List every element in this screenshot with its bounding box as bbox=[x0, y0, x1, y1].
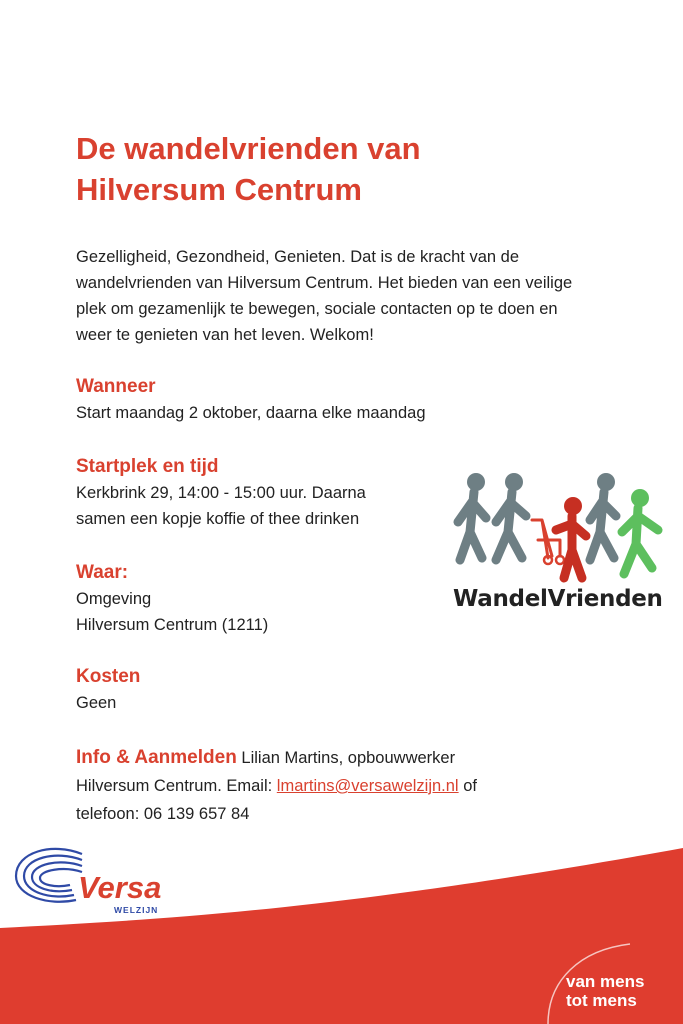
section-line: Hilversum Centrum (1211) bbox=[76, 616, 269, 634]
section-wanneer bbox=[76, 374, 546, 426]
tagline-line-1: van mens bbox=[566, 972, 645, 991]
intro-paragraph: Gezelligheid, Gezondheid, Genieten. Dat is de kracht van de wandelvrienden van Hilversum Centrum. Het bieden van een veilige plek om gezamenlijk te bewegen, sociale contacten op te doen en weer te genieten van het leven. Welkom! bbox=[76, 248, 573, 344]
info-heading: Info & Aanmelden bbox=[76, 747, 237, 768]
info-text: of bbox=[458, 777, 477, 795]
title-line-1: De wandelvrienden van bbox=[76, 131, 421, 166]
section-line: Geen bbox=[76, 694, 117, 712]
tagline bbox=[566, 972, 644, 1010]
info-phone: telefoon: 06 139 657 84 bbox=[76, 805, 250, 823]
info-line bbox=[76, 744, 596, 772]
title-line-2: Hilversum Centrum bbox=[76, 172, 362, 207]
section-kosten bbox=[76, 664, 546, 716]
section-heading: Kosten bbox=[76, 666, 141, 687]
section-heading: Startplek en tijd bbox=[76, 456, 219, 477]
section-line: Kerkbrink 29, 14:00 - 15:00 uur. Daarna bbox=[76, 484, 366, 502]
page-title bbox=[76, 128, 596, 210]
info-section bbox=[76, 744, 596, 828]
email-link[interactable]: lmartins@versawelzijn.nl bbox=[276, 777, 459, 795]
versa-logo-subtext: WELZIJN bbox=[114, 905, 159, 915]
section-line: Omgeving bbox=[76, 590, 152, 608]
info-text: Hilversum Centrum. Email: bbox=[76, 777, 277, 795]
info-contact: Lilian Martins, opbouwwerker bbox=[236, 749, 456, 767]
section-line: samen een kopje koffie of thee drinken bbox=[76, 510, 360, 528]
section-heading: Waar: bbox=[76, 562, 129, 583]
info-line bbox=[76, 772, 596, 800]
versa-logo-text: Versa bbox=[78, 870, 162, 905]
section-heading: Wanneer bbox=[76, 376, 156, 397]
walkers-logo-label: WandelVrienden bbox=[453, 586, 663, 612]
section-line: Start maandag 2 oktober, daarna elke maandag bbox=[76, 404, 426, 422]
tagline-line-2: tot mens bbox=[566, 991, 637, 1010]
